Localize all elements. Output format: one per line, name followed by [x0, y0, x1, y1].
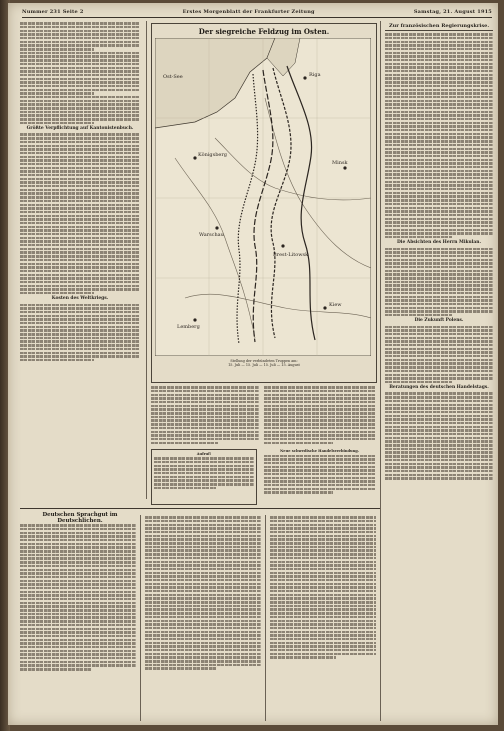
header-issue-page: Nummer 231 Seite 2	[22, 9, 84, 15]
label-lemberg: Lemberg	[177, 324, 200, 330]
column-rule	[140, 515, 141, 721]
center-left-text	[151, 385, 259, 445]
article-heading: Kosten des Weltkriegs.	[51, 296, 109, 302]
map-drawing	[155, 38, 371, 356]
notice-heading: Aufruf!	[196, 452, 212, 456]
bottom-col-1	[20, 523, 136, 672]
bottom-article-heading: Deutschen Sprachgut im Deutschlichen.	[42, 512, 118, 524]
section-rule	[20, 508, 380, 509]
article-heading: Die Absichten des Herrn Mikulan.	[397, 240, 481, 246]
label-brest: Brest-Litowsk	[273, 252, 309, 258]
notice-trade	[264, 449, 375, 495]
newspaper-page	[8, 3, 498, 725]
notice-box-appeal	[151, 449, 257, 505]
label-minsk: Minsk	[332, 160, 348, 166]
label-warschau: Warschau	[199, 232, 224, 238]
article-heading: Beratungen des deutschen Handelstags.	[389, 385, 489, 391]
article-heading: Die Zukunft Polens.	[414, 318, 464, 324]
map-legend: 15. Juli — 15. Juli — 15. Juli — 15. August	[228, 363, 300, 367]
notice-heading: Neue schwedische Handelsverbindung.	[280, 449, 359, 453]
right-column	[385, 21, 493, 481]
column-rule	[146, 21, 147, 499]
map-title: Der siegreiche Feldzug im Osten.	[198, 27, 330, 36]
label-sea: Ost-See	[163, 74, 183, 80]
header-masthead: Erstes Morgenblatt der Frankfurter Zeitung	[182, 9, 315, 15]
header-date: Samstag, 21. August 1915	[413, 9, 492, 15]
war-map	[151, 23, 377, 383]
column-rule	[380, 21, 381, 721]
label-kiew: Kiew	[329, 302, 342, 308]
label-riga: Riga	[309, 72, 321, 78]
label-koenigsberg: Königsberg	[198, 152, 227, 158]
article-heading: Größte Verpflichtung auf Kantonistenbuch.	[26, 126, 134, 132]
bottom-col-3	[270, 515, 376, 660]
column-rule	[265, 515, 266, 721]
article-heading: Zur französischen Regierungskrise.	[388, 23, 490, 29]
page-header	[22, 7, 492, 18]
left-column	[20, 21, 140, 363]
map-caption: Stellung der verbündeten Truppen am:	[230, 359, 298, 363]
center-right-text	[264, 385, 375, 445]
bottom-col-2	[145, 515, 261, 671]
